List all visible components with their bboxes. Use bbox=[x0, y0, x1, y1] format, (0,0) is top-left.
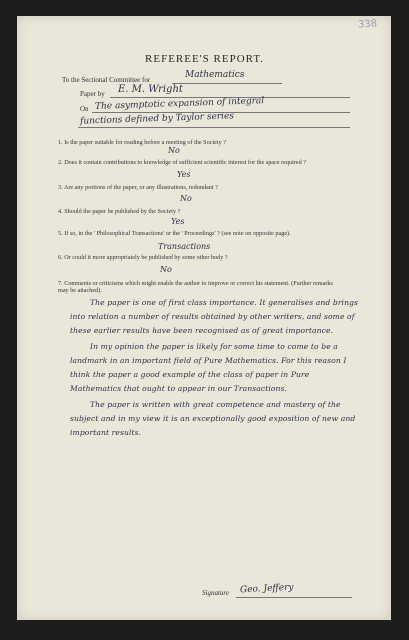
on-label: On bbox=[80, 105, 89, 113]
reference-number: 338 bbox=[357, 18, 378, 31]
signature-label: Signature bbox=[202, 589, 229, 597]
comment-paragraph-3: The paper is written with great competence and mastery of the subject and in my view it is an exceptionally good exposition of new and important results. bbox=[70, 400, 356, 437]
question-4: 4. Should the paper be published by the Society ? bbox=[58, 208, 181, 215]
question-1: 1. Is the paper suitable for reading before a meeting of the Society ? bbox=[58, 139, 227, 146]
comments-block bbox=[70, 296, 360, 442]
to-label: To the Sectional Committee for bbox=[62, 76, 151, 84]
answer-4: Yes bbox=[171, 217, 185, 226]
question-2: 2. Does it contain contributions to knowledge of sufficient scientific interest for the space required ? bbox=[58, 159, 306, 166]
paper-by-value: E. M. Wright bbox=[118, 84, 183, 95]
answer-5: Transactions bbox=[158, 242, 211, 251]
page-title: REFEREE'S REPORT. bbox=[145, 53, 264, 65]
answer-1: No bbox=[168, 146, 180, 155]
signature-value: Geo. Jeffery bbox=[239, 582, 294, 596]
answer-6: No bbox=[160, 265, 172, 274]
to-value: Mathematics bbox=[185, 70, 245, 80]
question-3: 3. Are any portions of the paper, or any illustrations, redundant ? bbox=[58, 184, 218, 191]
answer-2: Yes bbox=[177, 170, 191, 179]
paper-by-label: Paper by bbox=[80, 90, 105, 98]
question-5: 5. If so, in the ' Philosophical Transactions' or the ' Proceedings' ? (see note on opposite page). bbox=[58, 230, 291, 237]
on-rule-2 bbox=[78, 127, 350, 128]
question-6: 6. Or could it more appropriately be published by some other body ? bbox=[58, 254, 228, 261]
comment-paragraph-1: The paper is one of first class importance. It generalises and brings into relation a number of results obtained by other writers, and some of these earlier results have been recognised as of great importance. bbox=[70, 298, 359, 335]
on-value-line2: functions defined by Taylor series bbox=[79, 111, 235, 127]
comment-paragraph-2: In my opinion the paper is likely for some time to come to be a landmark in an important field of Pure Mathematics. For this reason I think the paper a good example of the class of paper in Pure Mathematics that ought to appear in our Transactions. bbox=[70, 342, 347, 393]
question-7: 7. Comments or criticisms which might enable the author to improve or correct his statement. (Further remarks may be attached). bbox=[58, 280, 333, 295]
answer-3: No bbox=[180, 194, 192, 203]
signature-rule bbox=[236, 597, 352, 598]
to-rule bbox=[172, 83, 282, 84]
on-value-line1: The asymptotic expansion of integral bbox=[94, 96, 265, 112]
